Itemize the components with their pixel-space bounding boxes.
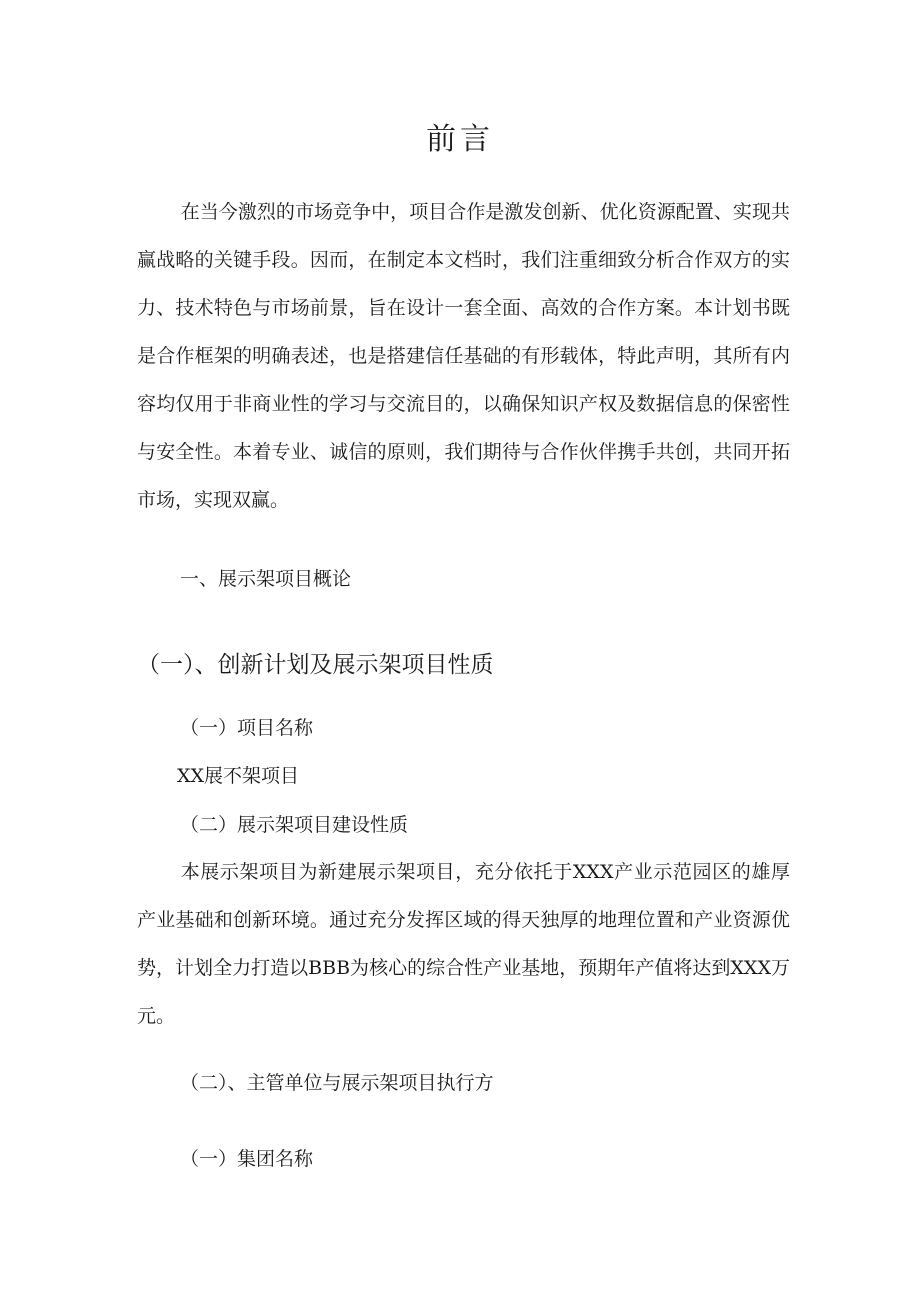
section-heading-overview: 一、展示架项目概论	[180, 568, 352, 590]
page-title: 前言	[426, 122, 494, 157]
subsection-heading-executor: （二）、主管单位与展示架项目执行方	[180, 1072, 494, 1094]
item-heading-construction-nature: （二）展示架项目建设性质	[180, 814, 409, 836]
subsection-heading-nature: （一）、创新计划及展示架项目性质	[137, 652, 494, 678]
item-heading-project-name: （一）项目名称	[180, 717, 314, 739]
project-name-value: XX展不架项目	[177, 765, 300, 787]
item-heading-group-name: （一）集团名称	[180, 1148, 314, 1170]
preface-paragraph: 在当今激烈的市场竞争中，项目合作是激发创新、优化资源配置、实现共赢战略的关键手段。因而，在制定本文档时，我们注重细致分析合作双方的实力、技术特色与市场前景，旨在设计一套全面、高效的合作方案。本计划书既是合作框架的明确表述，也是搭建信任基础的有形载体，特此声明，其所有内容均仅用于非商业性的学习与交流目的，以确保知识产权及数据信息的保密性与安全性。本着专业、诚信的原则，我们期待与合作伙伴携手共创，共同开拓市场，实现双赢。	[137, 201, 790, 511]
construction-nature-paragraph: 本展示架项目为新建展示架项目，充分依托于XXX产业示范园区的雄厚产业基础和创新环境。通过充分发挥区域的得天独厚的地理位置和产业资源优势，计划全力打造以BBB为核心的综合性产业基地，预期年产值将达到XXX万元。	[137, 861, 790, 1027]
